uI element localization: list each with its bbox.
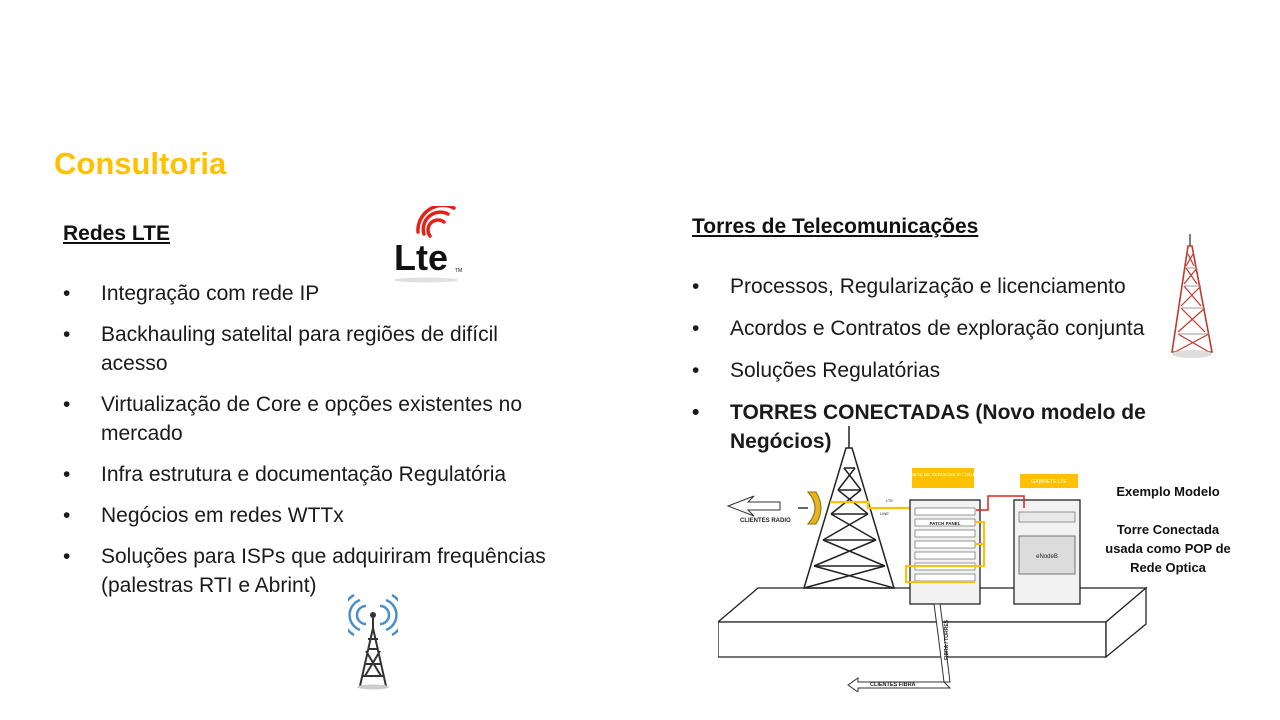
slide-title: Consultoria xyxy=(54,146,227,181)
dish-antenna-icon xyxy=(798,492,821,524)
list-item: • Backhauling satelital para regiões de difícil acesso xyxy=(63,320,563,378)
list-item: • Virtualização de Core e opções existentes no mercado xyxy=(63,390,563,448)
list-item: • TORRES CONECTADAS (Novo modelo de Negócios) xyxy=(692,398,1252,456)
antenna-tower-icon xyxy=(348,594,398,690)
clientes-fibra-label: CLIENTES FIBRA xyxy=(870,682,916,688)
fibra-label: FIBRA / TORRES xyxy=(944,619,950,660)
redes-lte-list xyxy=(63,279,563,612)
svg-text:LTE: LTE xyxy=(886,498,894,503)
clientes-radio-label: CLIENTES RADIO xyxy=(740,518,791,524)
telecom-tower-photo xyxy=(1170,234,1216,360)
gabinete-servicos-label: GABINETE DE SERVICOS IP / TELECOM xyxy=(899,472,987,477)
heading-redes-lte: Redes LTE xyxy=(63,222,170,245)
connected-tower-diagram xyxy=(718,420,1148,692)
patch-panel-label: PATCH PANEL xyxy=(929,521,961,526)
heading-torres: Torres de Telecomunicações xyxy=(692,215,979,238)
svg-text:LINE: LINE xyxy=(880,511,889,516)
caption-text: Torre Conectada usada como POP de Rede Optica xyxy=(1105,522,1231,575)
diagram-caption xyxy=(1104,482,1232,577)
enodeb-label: eNodeB xyxy=(1036,554,1058,560)
lte-logo-tm: TM xyxy=(455,268,463,274)
clientes-radio-arrow xyxy=(728,496,780,516)
gabinete-lte-label: GABINETE LTE xyxy=(1031,479,1067,485)
gabinete-servicos-cabinet xyxy=(899,468,986,604)
list-item: • Soluções Regulatórias xyxy=(692,356,1252,385)
list-item: • Infra estrutura e documentação Regulatória xyxy=(63,460,563,489)
list-item: • Processos, Regularização e licenciamento xyxy=(692,272,1252,301)
list-item: • Soluções para ISPs que adquiriram frequências (palestras RTI e Abrint) xyxy=(63,542,563,600)
list-item: • Integração com rede IP xyxy=(63,279,563,308)
caption-title: Exemplo Modelo xyxy=(1116,484,1220,499)
lte-logo xyxy=(392,206,470,284)
list-item: • Acordos e Contratos de exploração conjunta xyxy=(692,314,1252,343)
gabinete-lte-cabinet xyxy=(1014,474,1080,604)
lte-logo-text: Lte xyxy=(394,237,448,278)
list-item: • Negócios em redes WTTx xyxy=(63,501,563,530)
